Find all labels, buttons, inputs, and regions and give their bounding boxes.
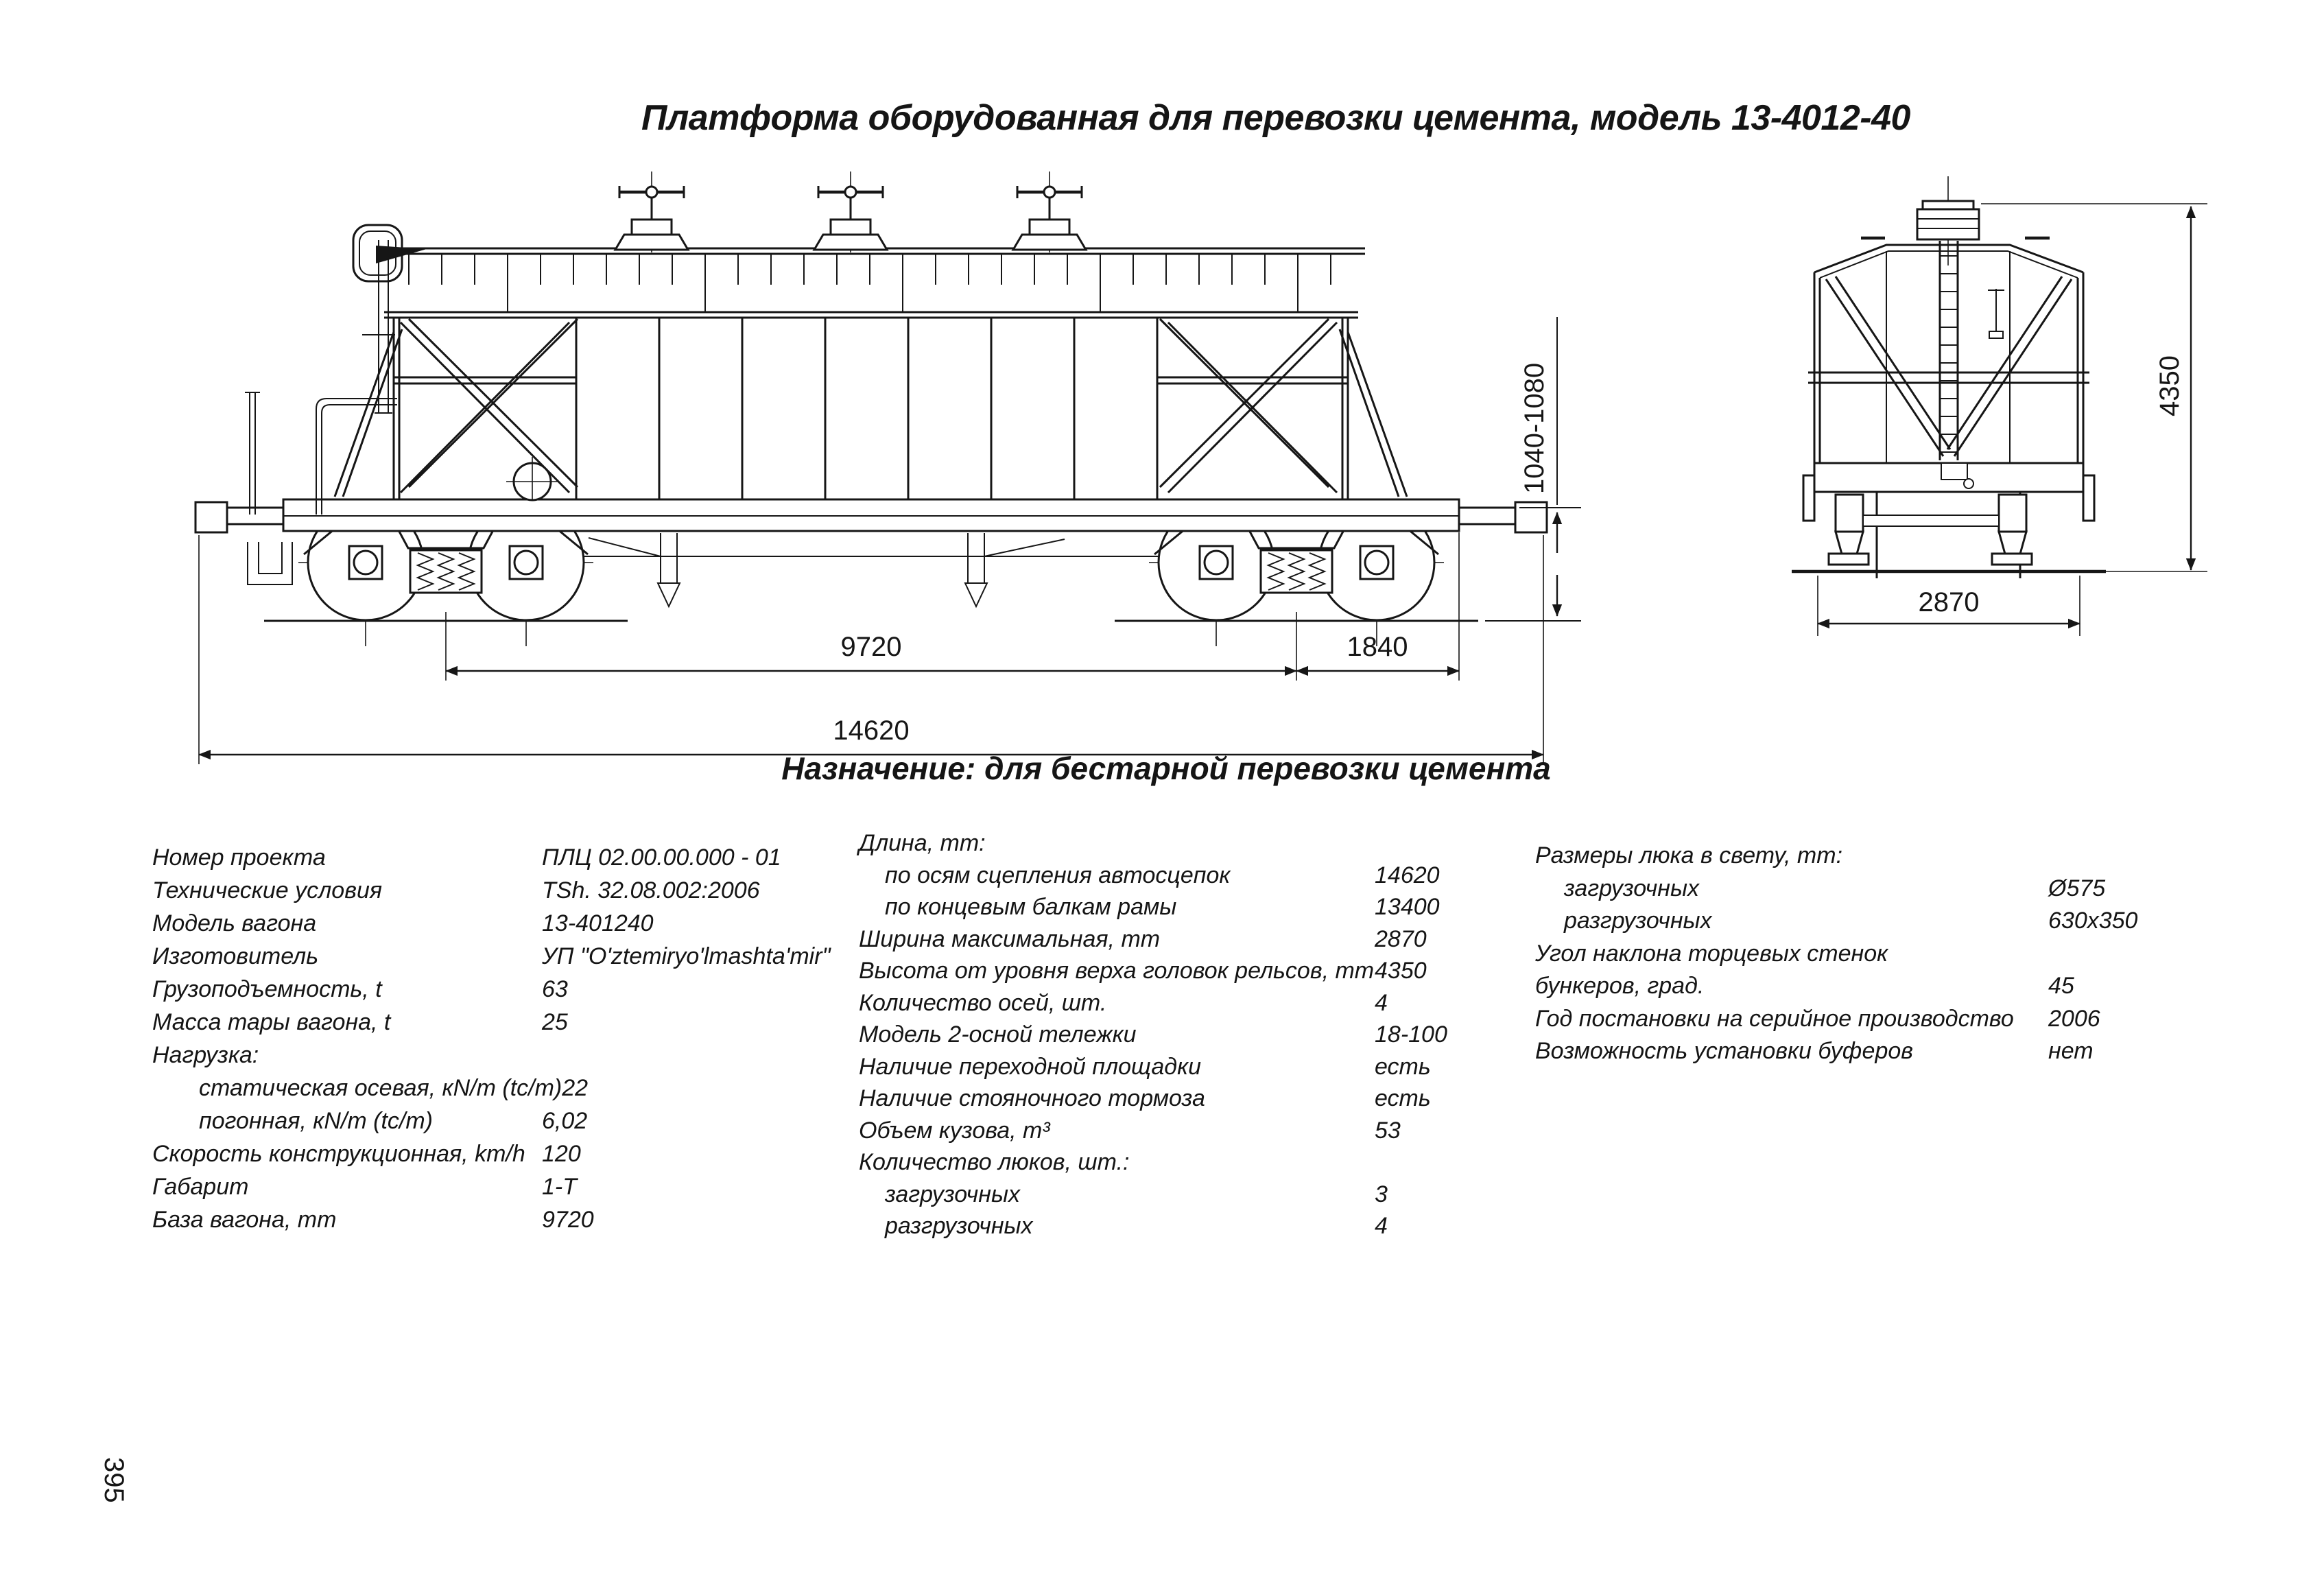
spec-value: 2870 (1375, 925, 1427, 952)
spec-label: Год постановки на серийное производство (1535, 1005, 2014, 1032)
spec-row (859, 955, 1447, 987)
spec-value: 53 (1375, 1117, 1401, 1144)
loading-hatch (814, 172, 887, 252)
end-body (1808, 176, 2089, 464)
spec-row (859, 1146, 1447, 1179)
spec-row (859, 827, 1447, 860)
spec-row (152, 973, 831, 1006)
spec-row (859, 1115, 1447, 1147)
spec-label: по осям сцепления автосцепок (885, 862, 1231, 888)
dim-label-length: 14620 (833, 716, 910, 746)
spec-label: Длина, mm: (859, 830, 986, 856)
spec-label: Технические условия (152, 877, 383, 903)
spec-label: Возможность установки буферов (1535, 1038, 1914, 1064)
spec-value: TSh. 32.08.002:2006 (542, 877, 760, 903)
spec-row (1535, 873, 2137, 906)
spec-label: Модель 2-осной тележки (859, 1021, 1137, 1048)
spec-value: 13400 (1375, 894, 1440, 920)
spec-row (859, 891, 1447, 923)
spec-value: 18-100 (1375, 1021, 1447, 1048)
spec-label: Наличие стояночного тормоза (859, 1085, 1205, 1111)
spec-value: есть (1375, 1085, 1431, 1111)
spec-value: есть (1375, 1053, 1431, 1080)
spec-label: загрузочных (885, 1181, 1021, 1207)
spec-column-dimensions (859, 827, 1447, 1242)
spec-row (1535, 1003, 2137, 1036)
spec-label: по концевым балкам рамы (885, 894, 1177, 920)
side-view-drawing (158, 172, 1585, 789)
spec-row (1535, 1035, 2137, 1068)
spec-value: 63 (542, 976, 568, 1002)
spec-value: 25 (542, 1009, 568, 1035)
spec-value: нет (2048, 1038, 2094, 1064)
spec-label: Наличие переходной площадки (859, 1053, 1202, 1080)
spec-value: 14620 (1375, 862, 1440, 888)
spec-value: Ø575 (2048, 875, 2106, 901)
spec-label: Количество осей, шт. (859, 989, 1107, 1016)
spec-label: погонная, кN/m (tc/m) (199, 1108, 433, 1134)
end-underframe (1792, 463, 2106, 578)
spec-value: 4 (1375, 1213, 1388, 1239)
spec-value: 3 (1375, 1181, 1388, 1207)
spec-row (152, 907, 831, 940)
spec-label: Номер проекта (152, 844, 326, 871)
spec-row (152, 1203, 831, 1236)
spec-row (152, 1137, 831, 1170)
spec-row (859, 987, 1447, 1019)
spec-row (859, 1051, 1447, 1083)
spec-value: 22 (562, 1075, 589, 1101)
spec-label: разгрузочных (1564, 908, 1712, 934)
spec-row (152, 1104, 831, 1137)
spec-label: Скорость конструкционная, km/h (152, 1141, 525, 1167)
spec-label: загрузочных (1564, 875, 1700, 901)
spec-value: 6,02 (542, 1108, 588, 1134)
spec-label: разгрузочных (885, 1213, 1033, 1239)
purpose-caption: Назначение: для бестарной перевозки цемента (781, 751, 1551, 786)
spec-row (859, 1210, 1447, 1242)
spec-row (152, 1072, 831, 1104)
dim-label-console: 1840 (1347, 632, 1408, 662)
spec-value: 2006 (2048, 1005, 2100, 1032)
spec-value: ПЛЦ 02.00.00.000 - 01 (542, 844, 781, 871)
spec-value: 13-401240 (542, 910, 654, 936)
spec-label: бункеров, град. (1535, 973, 1705, 999)
spec-row (859, 1179, 1447, 1211)
spec-row (859, 1019, 1447, 1051)
spec-row (1535, 905, 2137, 938)
dim-label-width: 2870 (1918, 587, 1980, 617)
spec-row (859, 923, 1447, 956)
spec-row (1535, 840, 2137, 873)
cement-tank (245, 172, 1407, 515)
spec-row (1535, 970, 2137, 1003)
spec-row (859, 1083, 1447, 1115)
spec-column-general (152, 841, 831, 1236)
spec-label: Размеры люка в свету, mm: (1535, 842, 1843, 869)
spec-label: Ширина максимальная, mm (859, 925, 1161, 952)
roof-hatch-dome (1917, 209, 1979, 239)
platform-frame (195, 499, 1547, 532)
spec-value: 4 (1375, 989, 1388, 1016)
spec-value: 120 (542, 1141, 581, 1167)
spec-label: База вагона, mm (152, 1207, 337, 1233)
end-view-drawing (1783, 175, 2284, 744)
dim-label-height: 4350 (2155, 355, 2185, 416)
spec-row (859, 860, 1447, 892)
end-ladder (362, 240, 395, 413)
spec-value: 1-Т (542, 1174, 577, 1200)
center-ladder (1940, 241, 1958, 460)
spec-label: Грузоподъемность, t (152, 976, 382, 1002)
spec-label: Изготовитель (152, 943, 319, 969)
spec-label: статическая осевая, кN/m (tc/m) (199, 1075, 562, 1101)
spec-column-hatches (1535, 840, 2137, 1068)
spec-value: 9720 (542, 1207, 594, 1233)
page-number: 395 (99, 1457, 129, 1503)
spec-label: Габарит (152, 1174, 249, 1200)
spec-value: УП "O'ztemiryo'lmashta'mir" (542, 943, 831, 969)
spec-label: Масса тары вагона, t (152, 1009, 391, 1035)
spec-label: Количество люков, шт.: (859, 1149, 1130, 1175)
spec-label: Угол наклона торцевых стенок (1535, 940, 1888, 967)
spec-label: Высота от уровня верха головок рельсов, mm (859, 958, 1375, 984)
spec-value: 630x350 (2048, 908, 2138, 934)
page-title: Платформа оборудованная для перевозки цемента, модель 13-4012-40 (641, 98, 1910, 138)
spec-row (1535, 938, 2137, 971)
loading-hatch (615, 172, 688, 252)
spec-label: Модель вагона (152, 910, 317, 936)
spec-row (152, 1006, 831, 1039)
spec-row (152, 1170, 831, 1203)
spec-value: 45 (2048, 973, 2074, 999)
spec-label: Нагрузка: (152, 1042, 259, 1068)
spec-row (152, 1039, 831, 1072)
loading-hatch (1013, 172, 1086, 252)
spec-label: Объем кузова, m³ (859, 1117, 1050, 1144)
spec-value: 4350 (1375, 958, 1427, 984)
spec-row (152, 874, 831, 907)
dim-label-wheelbase: 9720 (840, 632, 902, 662)
spec-row (152, 940, 831, 973)
dim-label-floor-height: 1040-1080 (1519, 362, 1550, 494)
spec-row (152, 841, 831, 874)
